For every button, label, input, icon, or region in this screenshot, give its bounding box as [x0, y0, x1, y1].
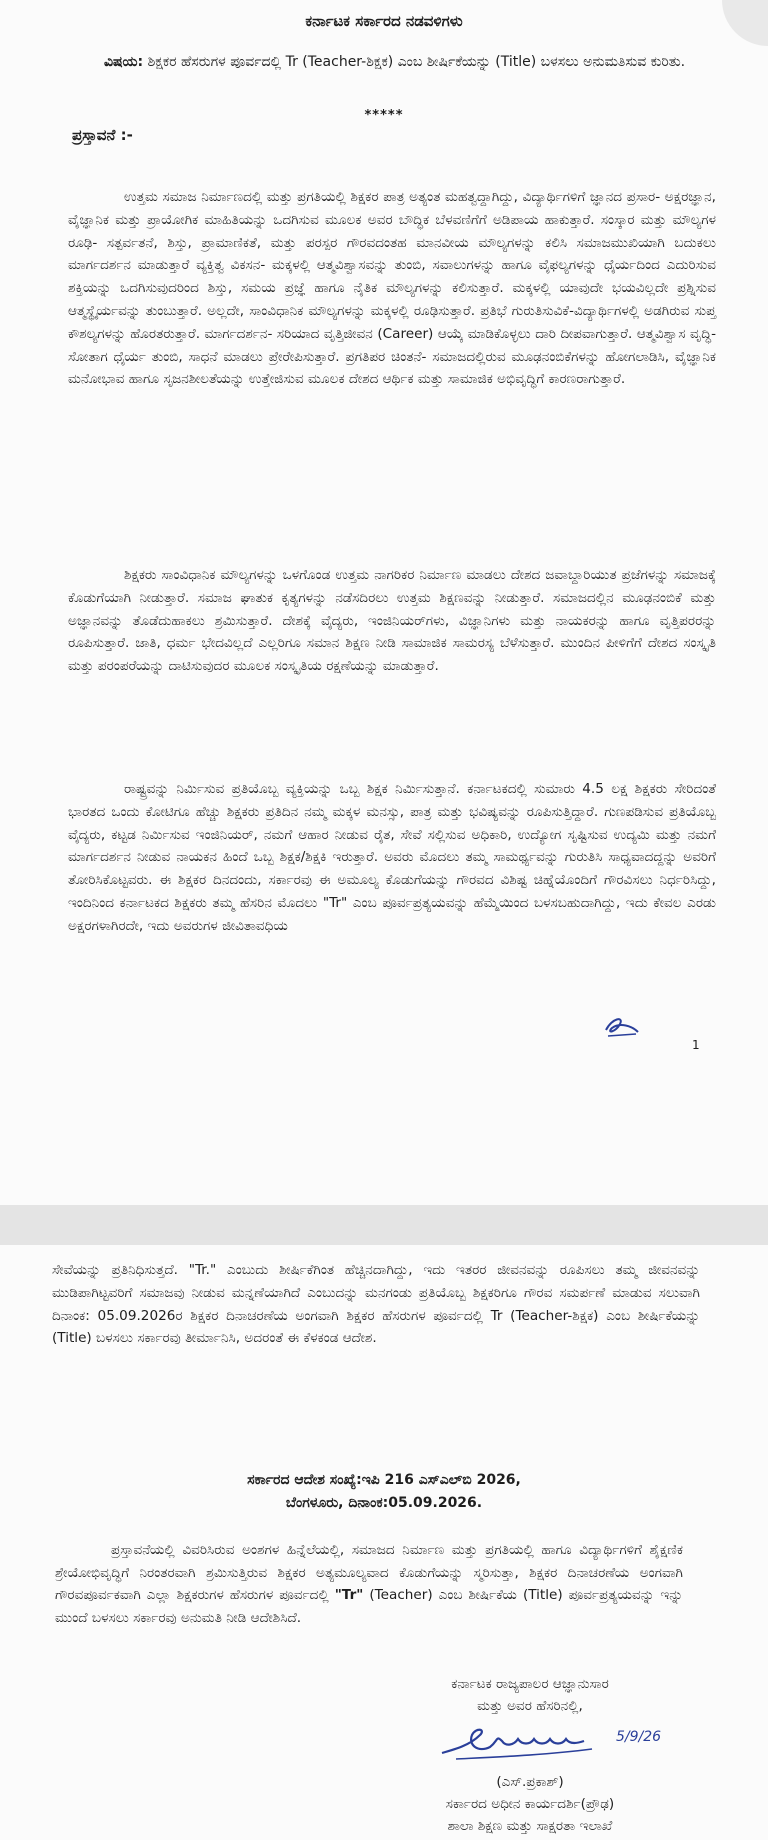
page-number: 1: [692, 1038, 700, 1052]
document-header: ಕರ್ನಾಟಕ ಸರ್ಕಾರದ ನಡವಳಿಗಳು: [305, 12, 463, 30]
initials-mark: [598, 1012, 644, 1042]
subject-label: ವಿಷಯ:: [104, 54, 144, 70]
order-paragraph: [55, 1539, 683, 1629]
signatory-name: (ಎಸ್.ಪ್ರಕಾಶ್): [496, 1774, 564, 1790]
document-page-2: [0, 1245, 768, 1840]
signatory-department: ಶಾಲಾ ಶಿಕ್ಷಣ ಮತ್ತು ಸಾಕ್ಷರತಾ ಇಲಾಖೆ: [447, 1818, 613, 1834]
preamble-paragraph-3-continued: ಸೇವೆಯನ್ನು ಪ್ರತಿನಿಧಿಸುತ್ತದೆ. "Tr." ಎಂಬುದು ಶೀರ್ಷಿಕೆಗಿಂತ ಹೆಚ್ಚಿನದಾಗಿದ್ದು, ಇದು ಇತರರ ಜೀವನವನ್ನು ರೂಪಿಸಲು ತಮ್ಮ ಜೀವನವನ್ನು ಮುಡಿಪಾಗಿಟ್ಟವರಿಗೆ ಸಮಾಜವು ನೀಡುವ ಮನ್ನಣೆಯಾಗಿದೆ ಎಂಬುದನ್ನು ಮನಗಂಡು ಪ್ರತಿಯೊಬ್ಬ ಶಿಕ್ಷಕರಿಗೂ ಗೌರವ ಸಮರ್ಪಣೆ ಮಾಡುವ ಸಲುವಾಗಿ ದಿನಾಂಕ: 05.09.2026ರ ಶಿಕ್ಷಕರ ದಿನಾಚರಣೆಯ ಅಂಗವಾಗಿ ಶಿಕ್ಷಕರ ಹೆಸರುಗಳ ಪೂರ್ವದಲ್ಲಿ Tr (Teacher-ಶಿಕ್ಷಕ) ಎಂಬ ಶೀರ್ಷಿಕೆಯನ್ನು (Title) ಬಳಸಲು ಸರ್ಕಾರವು ತೀರ್ಮಾನಿಸಿ, ಅದರಂತೆ ಈ ಕೆಳಕಂಡ ಆದೇಶ.: [52, 1262, 700, 1347]
signature-date: 5/9/26: [616, 1729, 662, 1745]
preamble-paragraph-1: ಉತ್ತಮ ಸಮಾಜ ನಿರ್ಮಾಣದಲ್ಲಿ ಮತ್ತು ಪ್ರಗತಿಯಲ್ಲಿ ಶಿಕ್ಷಕರ ಪಾತ್ರ ಅತ್ಯಂತ ಮಹತ್ವದ್ದಾಗಿದ್ದು, ವಿದ್ಯಾರ್ಥಿಗಳಿಗೆ ಜ್ಞಾನದ ಪ್ರಸಾರ- ಅಕ್ಷರಜ್ಞಾನ, ವೈಜ್ಞಾನಿಕ ಮತ್ತು ಪ್ರಾಯೋಗಿಕ ಮಾಹಿತಿಯನ್ನು ಒದಗಿಸುವ ಮೂಲಕ ಅವರ ಬೌದ್ಧಿಕ ಬೆಳವಣಿಗೆಗೆ ಅಡಿಪಾಯ ಹಾಕುತ್ತಾರೆ. ಸಂಸ್ಕಾರ ಮತ್ತು ಮೌಲ್ಯಗಳ ರೂಢಿ- ಸತ್ಪರ್ವತನೆ, ಶಿಸ್ತು, ಪ್ರಾಮಾಣಿಕತೆ, ಮತ್ತು ಪರಸ್ಪರ ಗೌರವದಂತಹ ಮಾನವೀಯ ಮೌಲ್ಯಗಳನ್ನು ಕಲಿಸಿ ಸಮಾಜಮುಖಿಯಾಗಿ ಬದುಕಲು ಮಾರ್ಗದರ್ಶನ ಮಾಡುತ್ತಾರೆ ವ್ಯಕ್ತಿತ್ವ ವಿಕಸನ- ಮಕ್ಕಳಲ್ಲಿ ಆತ್ಮವಿಶ್ವಾಸವನ್ನು ತುಂಬಿ, ಸವಾಲುಗಳನ್ನು ಹಾಗೂ ವೈಫಲ್ಯಗಳನ್ನು ಧೈರ್ಯದಿಂದ ಎದುರಿಸುವ ಶಕ್ತಿಯನ್ನು ಒದಗಿಸುವುದರಿಂದ ಶಿಸ್ತು, ಸಮಯ ಪ್ರಜ್ಞೆ ಹಾಗೂ ನೈತಿಕ ಮೌಲ್ಯಗಳನ್ನು ಕಲಿಸುತ್ತಾರೆ. ಮಕ್ಕಳಲ್ಲಿ ಯಾವುದೇ ಭಯವಿಲ್ಲದೇ ಪ್ರಶ್ನಿಸುವ ಆತ್ಮಸ್ಥೈರ್ಯವನ್ನು ತುಂಬುತ್ತಾರೆ. ಅಲ್ಲದೇ, ಸಾಂವಿಧಾನಿಕ ಮೌಲ್ಯಗಳನ್ನು ಮಕ್ಕಳಲ್ಲಿ ರೂಢಿಸುತ್ತಾರೆ. ಪ್ರತಿಭೆ ಗುರುತಿಸುವಿಕೆ-ವಿದ್ಯಾರ್ಥಿಗಳಲ್ಲಿ ಅಡಗಿರುವ ಸುಪ್ತ ಕೌಶಲ್ಯಗಳನ್ನು ಹೊರತರುತ್ತಾರೆ. ಮಾರ್ಗದರ್ಶನ- ಸರಿಯಾದ ವೃತ್ತಿಜೀವನ (Career) ಆಯ್ಕೆ ಮಾಡಿಕೊಳ್ಳಲು ದಾರಿ ದೀಪವಾಗುತ್ತಾರೆ. ಆತ್ಮವಿಶ್ವಾಸ ವೃದ್ಧಿ- ಸೋತಾಗ ಧೈರ್ಯ ತುಂಬಿ, ಸಾಧನೆ ಮಾಡಲು ಪ್ರೇರೇಪಿಸುತ್ತಾರೆ. ಪ್ರಗತಿಪರ ಚಿಂತನೆ- ಸಮಾಜದಲ್ಲಿರುವ ಮೂಢನಂಬಿಕೆಗಳನ್ನು ಹೋಗಲಾಡಿಸಿ, ವೈಜ್ಞಾನಿಕ ಮನೋಭಾವ ಹಾಗೂ ಸೃಜನಶೀಲತೆಯನ್ನು ಉತ್ತೇಜಿಸುವ ಮೂಲಕ ದೇಶದ ಆರ್ಥಿಕ ಮತ್ತು ಸಾಮಾಜಿಕ ಅಭಿವೃದ್ಧಿಗೆ ಕಾರಣರಾಗುತ್ತಾರೆ.: [68, 189, 716, 388]
preamble-paragraph-2: ಶಿಕ್ಷಕರು ಸಾಂವಿಧಾನಿಕ ಮೌಲ್ಯಗಳನ್ನು ಒಳಗೊಂಡ ಉತ್ತಮ ನಾಗರಿಕರ ನಿರ್ಮಾಣ ಮಾಡಲು ದೇಶದ ಜವಾಬ್ದಾರಿಯುತ ಪ್ರಜೆಗಳನ್ನು ಸಮಾಜಕ್ಕೆ ಕೊಡುಗೆಯಾಗಿ ನೀಡುತ್ತಾರೆ. ಸಮಾಜ ಘಾತುಕ ಕೃತ್ಯಗಳನ್ನು ನಡೆಸದಿರಲು ಉತ್ತಮ ಶಿಕ್ಷಣವನ್ನು ನೀಡುತ್ತಾರೆ. ಸಮಾಜದಲ್ಲಿನ ಮೂಢನಂಬಿಕೆ ಮತ್ತು ಅಜ್ಞಾನವನ್ನು ತೊಡೆದುಹಾಕಲು ಶ್ರಮಿಸುತ್ತಾರೆ. ದೇಶಕ್ಕೆ ವೈದ್ಯರು, ಇಂಜಿನಿಯರ್‌ಗಳು, ವಿಜ್ಞಾನಿಗಳು ಮತ್ತು ನಾಯಕರನ್ನು ಹಾಗೂ ವೃತ್ತಿಪರರನ್ನು ರೂಪಿಸುತ್ತಾರೆ. ಜಾತಿ, ಧರ್ಮ ಭೇದವಿಲ್ಲದೆ ಎಲ್ಲರಿಗೂ ಸಮಾನ ಶಿಕ್ಷಣ ನೀಡಿ ಸಾಮಾಜಿಕ ಸಾಮರಸ್ಯ ಬೆಳೆಸುತ್ತಾರೆ. ಮುಂದಿನ ಪೀಳಿಗೆಗೆ ದೇಶದ ಸಂಸ್ಕೃತಿ ಮತ್ತು ಪರಂಪರೆಯನ್ನು ದಾಟಿಸುವುದರ ಮೂಲಕ ಸಂಸ್ಕೃತಿಯ ರಕ್ಷಣೆಯನ್ನು ಮಾಡುತ್ತಾರೆ.: [68, 567, 716, 675]
order-number-block: [0, 1469, 768, 1515]
closing-line-2: ಮತ್ತು ಅವರ ಹೆಸರಿನಲ್ಲಿ,: [477, 1698, 583, 1714]
subject-text: ಶಿಕ್ಷಕರ ಹೆಸರುಗಳ ಪೂರ್ವದಲ್ಲಿ Tr (Teacher-ಶಿಕ್ಷಕ) ಎಂಬ ಶೀರ್ಷಿಕೆಯನ್ನು (Title) ಬಳಸಲು ಅನುಮತಿಸುವ ಕುರಿತು.: [147, 54, 686, 70]
signatory-designation: ಸರ್ಕಾರದ ಅಧೀನ ಕಾರ್ಯದರ್ಶಿ(ಪ್ರೌಢ): [445, 1796, 615, 1812]
order-place-date: ಬೆಂಗಳೂರು, ದಿನಾಂಕ:05.09.2026.: [285, 1495, 483, 1511]
order-text-post: (Teacher) ಎಂಬ ಶೀರ್ಷಿಕೆಯ (Title) ಪೂರ್ವಪ್ರತ್ಯಯವನ್ನು ಇನ್ನು ಮುಂದೆ ಬಳಸಲು ಸರ್ಕಾರವು ಅನುಮತಿ ನೀಡಿ ಆದೇಶಿಸಿದೆ.: [55, 1587, 683, 1626]
page-gap: [0, 1205, 768, 1245]
preamble-heading: ಪ್ರಸ್ತಾವನೆ :-: [72, 126, 133, 144]
section-separator: *****: [364, 108, 404, 123]
order-number: ಸರ್ಕಾರದ ಆದೇಶ ಸಂಖ್ಯೆ:ಇಪಿ 216 ಎಸ್‌ಎಲ್‌ಬಿ 2026,: [247, 1472, 521, 1488]
order-text-bold: "Tr": [334, 1587, 364, 1604]
closing-line-1: ಕರ್ನಾಟಕ ರಾಜ್ಯಪಾಲರ ಆಜ್ಞಾನುಸಾರ: [451, 1676, 609, 1692]
handwritten-signature: [436, 1723, 616, 1767]
order-text-pre: ಪ್ರಸ್ತಾವನೆಯಲ್ಲಿ ವಿವರಿಸಿರುವ ಅಂಶಗಳ ಹಿನ್ನೆಲೆಯಲ್ಲಿ, ಸಮಾಜದ ನಿರ್ಮಾಣ ಮತ್ತು ಪ್ರಗತಿಯಲ್ಲಿ ಹಾಗೂ ವಿದ್ಯಾರ್ಥಿಗಳಿಗೆ ಶೈಕ್ಷಣಿಕ ಶ್ರೇಯೋಭಿವೃದ್ಧಿಗೆ ನಿರಂತರವಾಗಿ ಶ್ರಮಿಸುತ್ತಿರುವ ಶಿಕ್ಷಕರ ಅತ್ಯಮೂಲ್ಯವಾದ ಕೊಡುಗೆಯನ್ನು ಸ್ಮರಿಸುತ್ತಾ, ಶಿಕ್ಷಕರ ದಿನಾಚರಣೆಯ ಅಂಗವಾಗಿ ಗೌರವಪೂರ್ವಕವಾಗಿ ಎಲ್ಲಾ ಶಿಕ್ಷಕರುಗಳ ಹೆಸರುಗಳ ಪೂರ್ವದಲ್ಲಿ: [55, 1542, 683, 1604]
subject-block: [104, 52, 704, 73]
preamble-paragraph-3: ರಾಷ್ಟ್ರವನ್ನು ನಿರ್ಮಿಸುವ ಪ್ರತಿಯೊಬ್ಬ ವ್ಯಕ್ತಿಯನ್ನು ಒಬ್ಬ ಶಿಕ್ಷಕ ನಿರ್ಮಿಸುತ್ತಾನೆ. ಕರ್ನಾಟಕದಲ್ಲಿ ಸುಮಾರು 4.5 ಲಕ್ಷ ಶಿಕ್ಷಕರು ಸೇರಿದಂತೆ ಭಾರತದ ಒಂದು ಕೋಟಿಗೂ ಹೆಚ್ಚು ಶಿಕ್ಷಕರು ಪ್ರತಿದಿನ ನಮ್ಮ ಮಕ್ಕಳ ಮನಸ್ಸು, ಪಾತ್ರ ಮತ್ತು ಭವಿಷ್ಯವನ್ನು ರೂಪಿಸುತ್ತಿದ್ದಾರೆ. ಗುಣಪಡಿಸುವ ಪ್ರತಿಯೊಬ್ಬ ವೈದ್ಯರು, ಕಟ್ಟಡ ನಿರ್ಮಿಸುವ ಇಂಜಿನಿಯರ್, ನಮಗೆ ಆಹಾರ ನೀಡುವ ರೈತ, ಸೇವೆ ಸಲ್ಲಿಸುವ ಅಧಿಕಾರಿ, ಉದ್ಯೋಗ ಸೃಷ್ಟಿಸುವ ಉದ್ಯಮಿ ಮತ್ತು ನಮಗೆ ಮಾರ್ಗದರ್ಶನ ನೀಡುವ ನಾಯಕನ ಹಿಂದೆ ಒಬ್ಬ ಶಿಕ್ಷಕ/ಶಿಕ್ಷಕಿ ಇರುತ್ತಾರೆ. ಅವರು ಮೊದಲು ತಮ್ಮ ಸಾಮರ್ಥ್ಯವನ್ನು ಗುರುತಿಸಿ ಸಾಧ್ಯವಾದದ್ದನ್ನು ಅವರಿಗೆ ತೋರಿಸಿಕೊಟ್ಟವರು. ಈ ಶಿಕ್ಷಕರ ದಿನದಂದು, ಸರ್ಕಾರವು ಈ ಅಮೂಲ್ಯ ಕೊಡುಗೆಯನ್ನು ಗೌರವದ ವಿಶಿಷ್ಟ ಚಿಹ್ನೆಯೊಂದಿಗೆ ಗೌರವಿಸಲು ನಿರ್ಧರಿಸಿದ್ದು, ಇಂದಿನಿಂದ ಕರ್ನಾಟಕದ ಶಿಕ್ಷಕರು ತಮ್ಮ ಹೆಸರಿನ ಮೊದಲು "Tr" ಎಂಬ ಪೂರ್ವಪ್ರತ್ಯಯವನ್ನು ಹೆಮ್ಮೆಯಿಂದ ಬಳಸಬಹುದಾಗಿದ್ದು, ಇದು ಕೇವಲ ಎರಡು ಅಕ್ಷರಗಳಾಗಿರದೇ, ಇದು ಅವರುಗಳ ಜೀವಿತಾವಧಿಯ: [68, 781, 716, 934]
